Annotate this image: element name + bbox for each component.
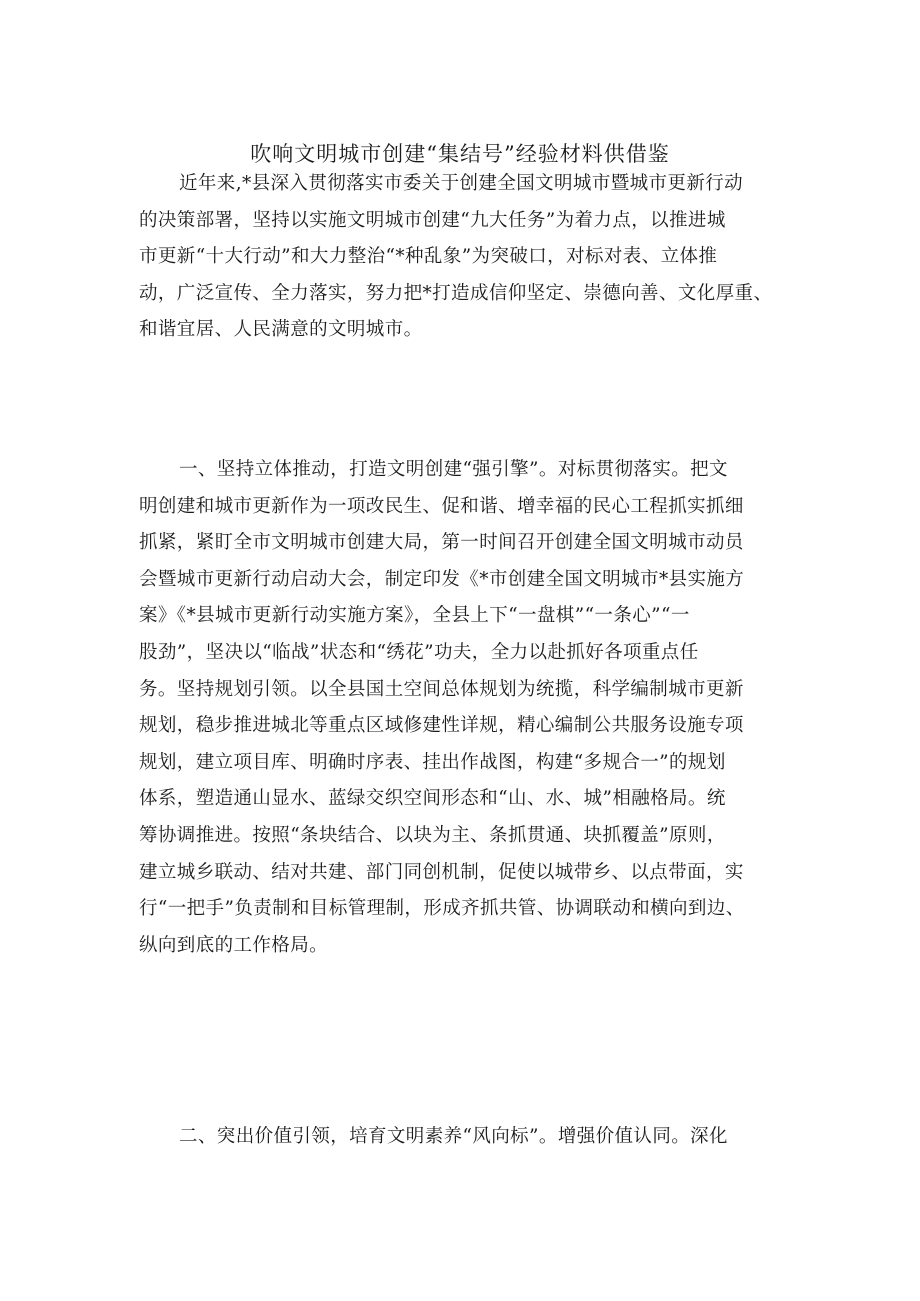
paragraph-section-two [139,1119,799,1156]
paragraph-line: 会暨城市更新行动启动大会，制定印发《*市创建全国文明城市*县实施方 [139,568,745,590]
paragraph-line: 纵向到底的工作格局。 [139,934,329,956]
paragraph-line: 明创建和城市更新作为一项改民生、促和谐、增幸福的民心工程抓实抓细 [139,495,744,517]
paragraph-line: 一、坚持立体推动，打造文明创建“强引擎”。对标贯彻落实。把文 [179,459,728,480]
paragraph-line: 建立城乡联动、结对共建、部门同创机制，促使以城带乡、以点带面，实 [139,861,744,883]
paragraph-section-one [139,452,799,964]
paragraph-line: 案》《*县城市更新行动实施方案》，全县上下“一盘棋”“一条心”“一 [139,605,690,627]
paragraph-line: 规划，稳步推进城北等重点区域修建性详规，精心编制公共服务设施专项 [139,715,744,737]
paragraph-intro [139,166,799,349]
paragraph-line: 规划，建立项目库、明确时序表、挂出作战图，构建“多规合一”的规划 [139,751,726,773]
paragraph-line: 的决策部署，坚持以实施文明城市创建“九大任务”为着力点，以推进城 [139,209,726,231]
paragraph-line: 市更新“十大行动”和大力整治“*种乱象”为突破口，对标对表、立体推 [139,246,718,268]
paragraph-line: 体系，塑造通山显水、蓝绿交织空间形态和“山、水、城”相融格局。统 [139,788,726,810]
paragraph-line: 动，广泛宣传、全力落实，努力把*打造成信仰坚定、崇德向善、文化厚重、 [139,282,773,304]
paragraph-line: 股劲”，坚决以“临战”状态和“绣花”功夫，全力以赴抓好各项重点任 [139,641,699,663]
document-title: 吹响文明城市创建“集结号”经验材料供借鉴 [250,142,670,166]
paragraph-line: 和谐宜居、人民满意的文明城市。 [139,319,423,341]
paragraph-line: 行“一把手”负责制和目标管理制，形成齐抓共管、协调联动和横向到边、 [139,898,745,920]
paragraph-line: 近年来,*县深入贯彻落实市委关于创建全国文明城市暨城市更新行动 [179,173,744,194]
paragraph-line: 二、突出价值引领，培育文明素养“风向标”。增强价值认同。深化 [179,1126,728,1147]
paragraph-line: 抓紧，紧盯全市文明城市创建大局，第一时间召开创建全国文明城市动员 [139,532,744,554]
paragraph-line: 务。坚持规划引领。以全县国土空间总体规划为统揽，科学编制城市更新 [139,678,744,700]
paragraph-line: 筹协调推进。按照“条块结合、以块为主、条抓贯通、块抓覆盖”原则， [139,824,726,846]
